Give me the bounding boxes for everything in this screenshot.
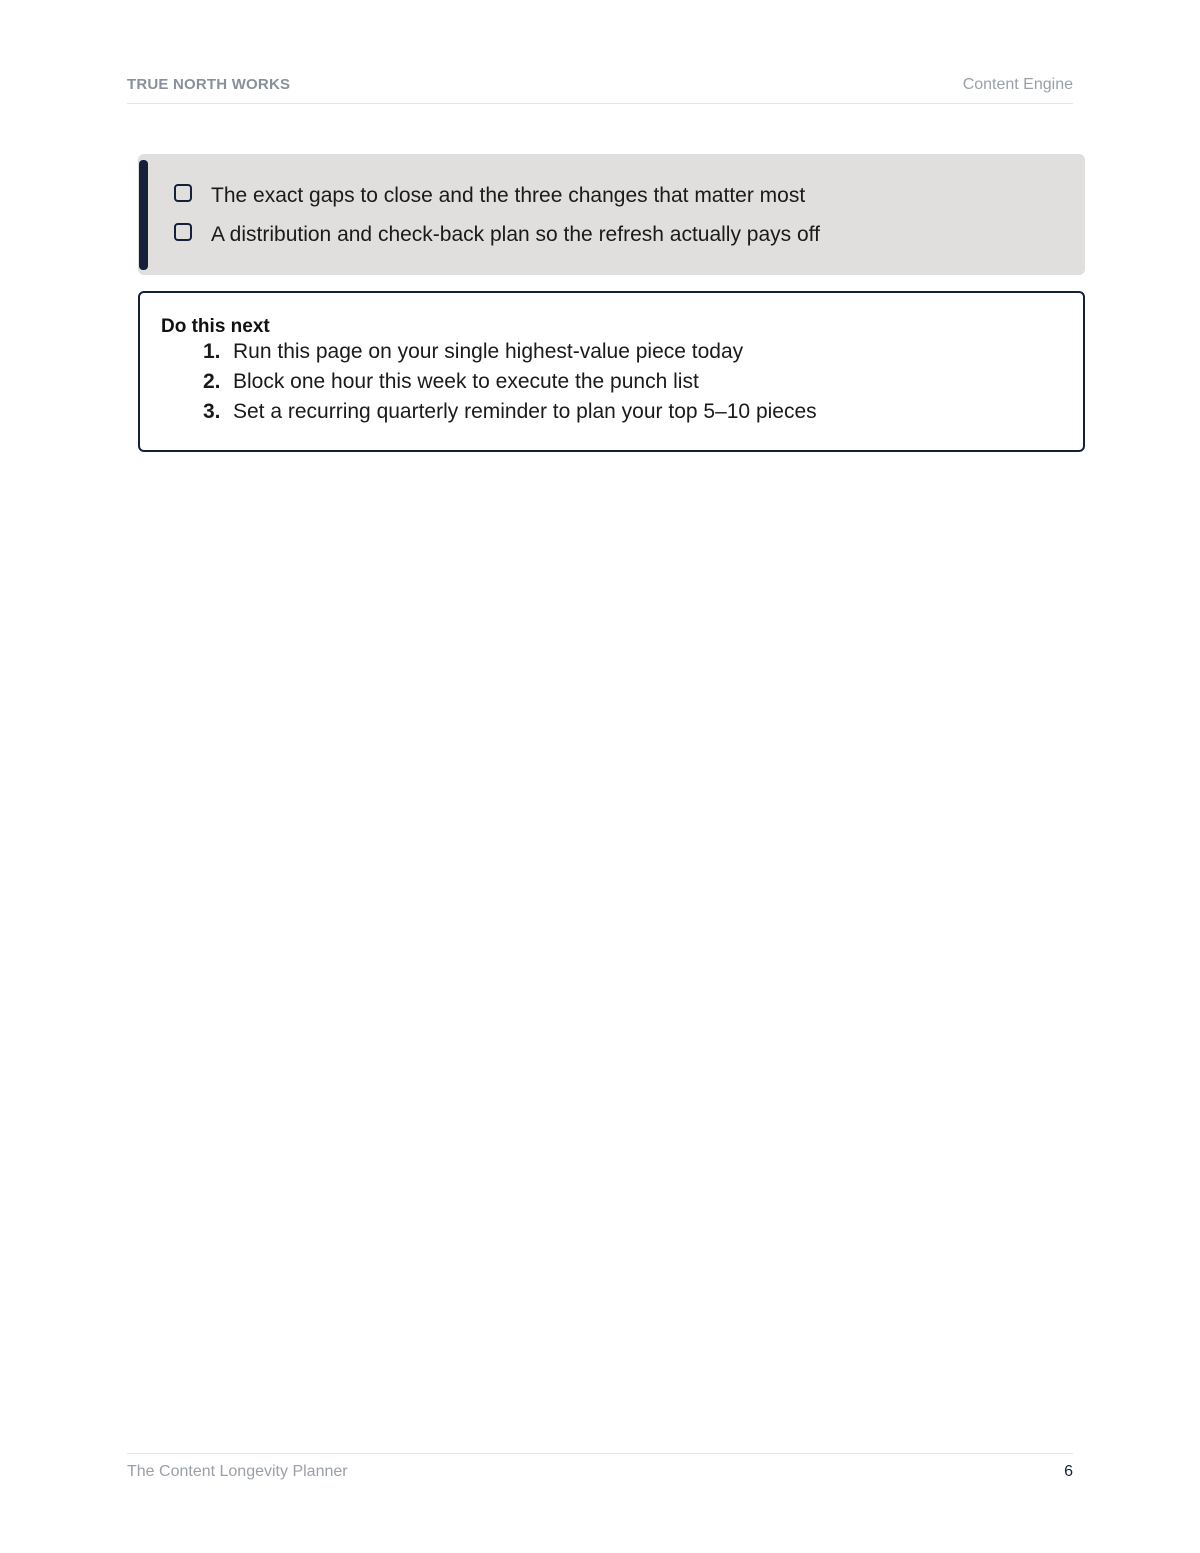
list-item-number: 1. [203,340,221,363]
callout-accent-bar [139,160,148,270]
next-steps-box [138,291,1085,452]
checkbox-icon[interactable] [174,223,192,241]
list-item-text: Set a recurring quarterly reminder to plan your top 5–10 pieces [233,400,817,423]
list-item-number: 2. [203,370,221,393]
list-item [203,340,817,370]
page-header [127,76,1073,104]
next-steps-list [203,340,817,430]
checklist-item-text: A distribution and check-back plan so the refresh actually pays off [211,223,820,246]
checklist-item-text: The exact gaps to close and the three changes that matter most [211,184,806,207]
list-item-text: Run this page on your single highest-value piece today [233,340,744,363]
list-item-text: Block one hour this week to execute the punch list [233,370,699,393]
page-footer [127,1453,1073,1481]
brand-name: TRUE NORTH WORKS [127,76,291,93]
checklist-item[interactable] [174,221,820,249]
list-item [203,370,817,400]
next-steps-title: Do this next [161,316,270,337]
section-label: Content Engine [962,76,1073,93]
list-item-number: 3. [203,400,221,423]
page-number: 6 [1064,1463,1073,1480]
checklist-callout [138,154,1085,275]
checklist-item[interactable] [174,182,805,210]
checkbox-icon[interactable] [174,184,192,202]
footer-title: The Content Longevity Planner [127,1463,348,1480]
list-item [203,400,817,430]
